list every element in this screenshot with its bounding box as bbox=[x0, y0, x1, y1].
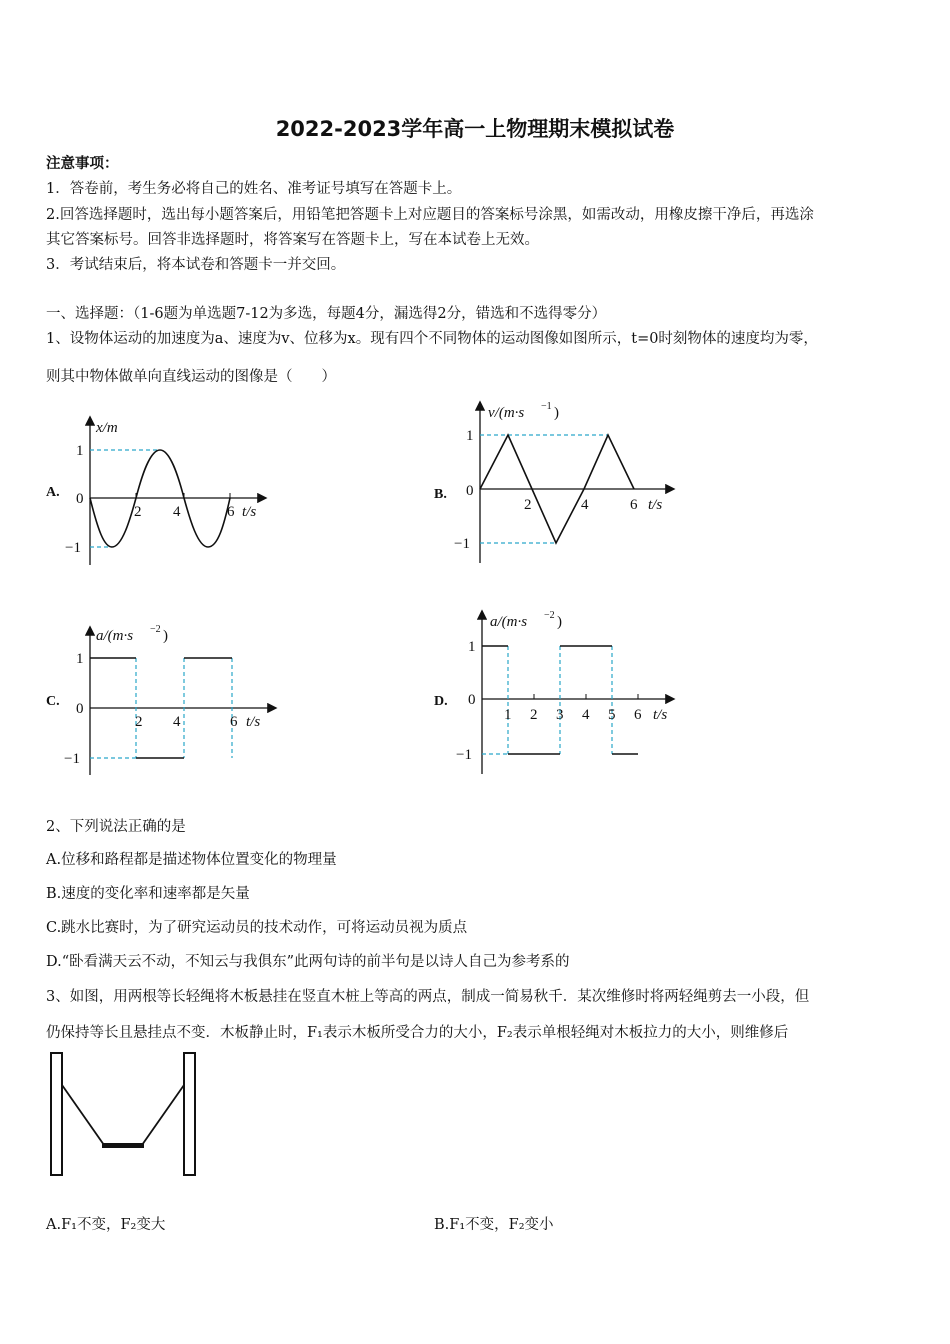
q3-stem-line1: 3、如图，用两根等长轻绳将木板悬挂在竖直木桩上等高的两点，制成一简易秋千．某次维修时将两轻绳剪去一小段，但 bbox=[46, 989, 810, 1005]
right-post bbox=[184, 1053, 195, 1175]
notice-item: 1．答卷前，考生务必将自己的姓名、准考证号填写在答题卡上。 bbox=[46, 181, 462, 197]
q3-stem-line2: 仍保持等长且悬挂点不变．木板静止时，F₁表示木板所受合力的大小，F₂表示单根轻绳对木板拉力的大小，则维修后 bbox=[46, 1025, 789, 1041]
y-tick-label: −1 bbox=[64, 751, 80, 767]
y-tick-label: 1 bbox=[76, 443, 84, 459]
option-b-label[interactable]: B. bbox=[434, 487, 447, 502]
y-tick-label: 1 bbox=[76, 651, 84, 667]
y-axis-label: x/m bbox=[96, 420, 118, 436]
left-post bbox=[51, 1053, 62, 1175]
section-heading: 一、选择题：（1-6题为单选题7-12为多选，每题4分，漏选得2分，错选和不选得零分） bbox=[46, 306, 607, 322]
x-tick-label: 6 bbox=[230, 714, 238, 730]
y-axis-label-sup: −2 bbox=[544, 610, 555, 621]
x-axis-label: t/s bbox=[246, 714, 261, 730]
y-tick-label: −1 bbox=[456, 747, 472, 763]
x-tick-label: 3 bbox=[556, 707, 564, 723]
notice-item: 3．考试结束后，将本试卷和答题卡一并交回。 bbox=[46, 257, 346, 273]
x-tick-label: 6 bbox=[634, 707, 642, 723]
x-axis-label: t/s bbox=[648, 497, 663, 513]
origin-label: 0 bbox=[76, 491, 84, 507]
y-axis-label-end: ) bbox=[557, 614, 562, 630]
y-tick-label: −1 bbox=[454, 536, 470, 552]
x-tick-label: 2 bbox=[524, 497, 532, 513]
origin-label: 0 bbox=[468, 692, 476, 708]
q2-option-b[interactable]: B.速度的变化率和速率都是矢量 bbox=[46, 886, 250, 902]
y-axis-label-end: ) bbox=[163, 628, 168, 644]
right-rope bbox=[142, 1085, 184, 1145]
y-axis-label-end: ) bbox=[554, 405, 559, 421]
graph-d bbox=[448, 604, 688, 779]
x-tick-label: 4 bbox=[581, 497, 589, 513]
y-axis-label: a/(m·s bbox=[490, 614, 528, 630]
q3-option-b[interactable]: B.F₁不变，F₂变小 bbox=[434, 1217, 554, 1233]
x-tick-label: 6 bbox=[630, 497, 638, 513]
option-a-label[interactable]: A. bbox=[46, 485, 60, 500]
q1-stem-line1: 1、设物体运动的加速度为a、速度为v、位移为x。现有四个不同物体的运动图像如图所示，t=0时刻物体的速度均为零， bbox=[46, 331, 818, 347]
y-axis-label-sup: −2 bbox=[150, 624, 161, 635]
origin-label: 0 bbox=[76, 701, 84, 717]
x-tick-label: 4 bbox=[582, 707, 590, 723]
x-tick-label: 6 bbox=[227, 504, 235, 520]
y-axis-label-sup: −1 bbox=[541, 401, 552, 412]
x-tick-label: 2 bbox=[134, 504, 142, 520]
page-title: 2022-2023学年高一上物理期末模拟试卷 bbox=[275, 117, 675, 141]
q2-option-c[interactable]: C.跳水比赛时，为了研究运动员的技术动作，可将运动员视为质点 bbox=[46, 920, 468, 936]
swing-board bbox=[102, 1143, 144, 1148]
notice-item: 其它答案标号。回答非选择题时，将答案写在答题卡上，写在本试卷上无效。 bbox=[46, 232, 539, 248]
q2-option-a[interactable]: A.位移和路程都是描述物体位置变化的物理量 bbox=[46, 852, 337, 868]
x-tick-label: 5 bbox=[608, 707, 616, 723]
q2-stem: 2、下列说法正确的是 bbox=[46, 819, 186, 835]
x-tick-label: 4 bbox=[173, 714, 181, 730]
notice-item: 2.回答选择题时，选出每小题答案后，用铅笔把答题卡上对应题目的答案标号涂黑，如需改动，用橡皮擦干净后，再选涂 bbox=[46, 207, 814, 223]
graph-a bbox=[60, 410, 280, 575]
left-rope bbox=[62, 1085, 104, 1145]
option-c-label[interactable]: C. bbox=[46, 694, 60, 709]
x-tick-label: 2 bbox=[530, 707, 538, 723]
y-axis-label: a/(m·s bbox=[96, 628, 134, 644]
q2-option-d[interactable]: D.“卧看满天云不动，不知云与我俱东”此两句诗的前半句是以诗人自己为参考系的 bbox=[46, 954, 570, 970]
y-tick-label: 1 bbox=[466, 428, 474, 444]
swing-figure bbox=[46, 1050, 206, 1180]
x-tick-label: 2 bbox=[135, 714, 143, 730]
origin-label: 0 bbox=[466, 483, 474, 499]
y-axis-label: v/(m·s bbox=[488, 405, 525, 421]
notice-heading: 注意事项： bbox=[46, 155, 119, 172]
x-tick-label: 4 bbox=[173, 504, 181, 520]
x-axis-label: t/s bbox=[242, 504, 257, 520]
graph-b bbox=[448, 395, 688, 570]
y-tick-label: 1 bbox=[468, 639, 476, 655]
option-d-label[interactable]: D. bbox=[434, 694, 448, 709]
q3-option-a[interactable]: A.F₁不变，F₂变大 bbox=[46, 1217, 166, 1233]
x-axis-label: t/s bbox=[653, 707, 668, 723]
y-tick-label: −1 bbox=[65, 540, 81, 556]
x-tick-label: 1 bbox=[504, 707, 512, 723]
graph-c bbox=[60, 620, 290, 780]
q1-stem-line2: 则其中物体做单向直线运动的图像是（ ） bbox=[46, 369, 336, 385]
